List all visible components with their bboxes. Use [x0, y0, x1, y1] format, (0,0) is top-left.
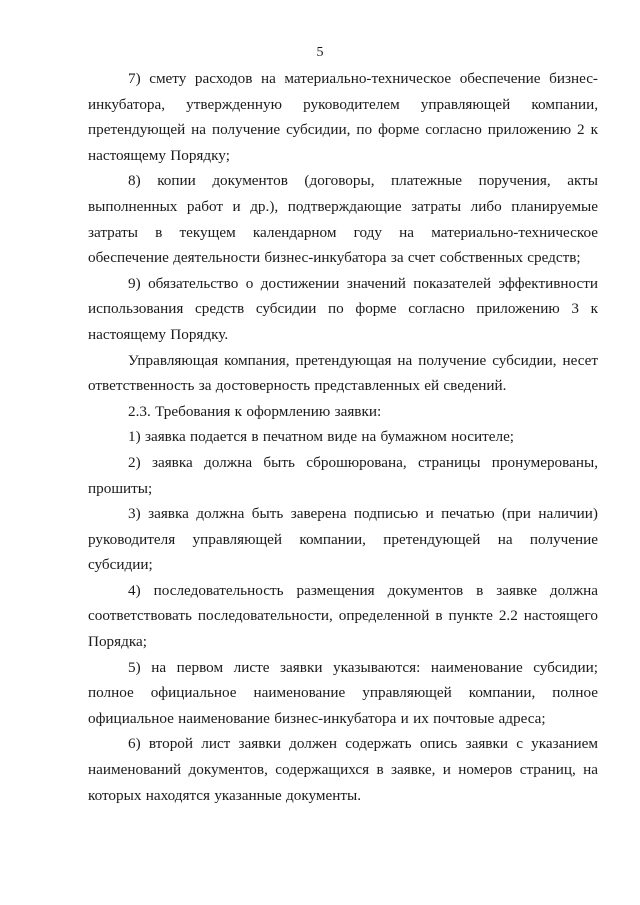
paragraph-item-8: 8) копии документов (договоры, платежные поручения, акты выполненных работ и др.), подтверждающие затраты либо планируемые затраты в текущем календарном году на материально-техническое обеспечение деятельности бизнес-инкубатора за счет собственных средств;	[88, 172, 598, 267]
section-heading-2-3: 2.3. Требования к оформлению заявки:	[128, 402, 382, 420]
document-body	[88, 66, 598, 808]
paragraph-item-7: 7) смету расходов на материально-техническое обеспечение бизнес-инкубатора, утвержденную руководителем управляющей компании, претендующей на получение субсидии, по форме согласно приложению 2 к настоящему Порядку;	[88, 70, 598, 164]
page-number: 5	[316, 45, 324, 60]
paragraph-item-9: 9) обязательство о достижении значений показателей эффективности использования средств субсидии по форме согласно приложению 3 к настоящему Порядку.	[88, 274, 598, 343]
paragraph-responsibility: Управляющая компания, претендующая на получение субсидии, несет ответственность за достоверность представленных ей сведений.	[88, 351, 598, 395]
requirement-item-4: 4) последовательность размещения документов в заявке должна соответствовать последовательности, определенной в пункте 2.2 настоящего Порядка;	[88, 581, 598, 651]
requirement-item-5: 5) на первом листе заявки указываются: наименование субсидии; полное официальное наименование управляющей компании, полное официальное наименование бизнес-инкубатора и их почтовые адреса;	[88, 658, 598, 727]
requirement-item-6: 6) второй лист заявки должен содержать опись заявки с указанием наименований документов, содержащихся в заявке, и номеров страниц, на которых находятся указанные документы.	[88, 735, 598, 804]
requirement-item-1: 1) заявка подается в печатном виде на бумажном носителе;	[128, 428, 515, 446]
requirement-item-2: 2) заявка должна быть сброшюрована, страницы пронумерованы, прошиты;	[88, 453, 598, 497]
requirement-item-3: 3) заявка должна быть заверена подписью и печатью (при наличии) руководителя управляющей компании, претендующей на получение субсидии;	[88, 505, 598, 574]
